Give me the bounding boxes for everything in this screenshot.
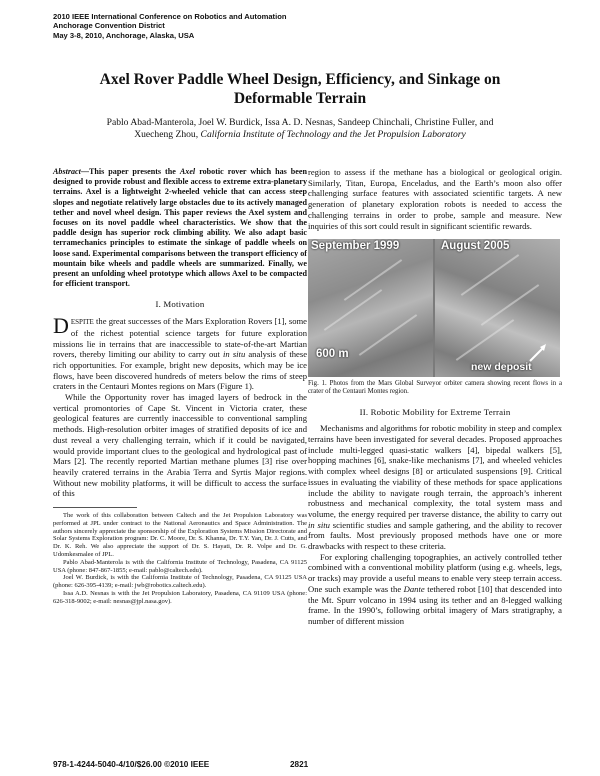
section-heading-motivation: I. Motivation bbox=[155, 299, 205, 310]
abstract bbox=[53, 167, 307, 289]
smallcaps-word: ESPITE bbox=[70, 318, 94, 327]
footnote-divider bbox=[53, 507, 137, 508]
author-line-2 bbox=[40, 129, 560, 141]
dante-italic: Dante bbox=[403, 583, 425, 594]
abstract-text: robotic rover which has been designed to provide robust and flexible access to extreme extra-planetary terrains. Axel is a lightweight 2-wheeled vehicle that can access steep slopes and negotiate relatively large obstacles due to its actively managed tether and novel wheel design. This paper reviews the Axel system and focuses on its novel paddle wheel characteristics. We show that the paddle design has superior rock climbing ability. We also adapt basic terramechanics principles to estimate the sinkage of paddle wheels on loose sand. Experimental comparisons between the transport efficiency of mountain bike wheels and paddle wheels are summarized. Finally, we present an unfolding wheel prototype which allows Axel to be compacted for efficient transport. bbox=[53, 167, 307, 289]
footnote-author-3: Issa A.D. Nesnas is with the Jet Propulsion Laboratory, Pasadena, CA 91109 USA (phone: 626-318-9002; e-mail: nesnas@jpl.nasa.gov). bbox=[53, 590, 307, 605]
mobility-paragraph-2 bbox=[308, 552, 562, 627]
right-column bbox=[308, 167, 562, 627]
title-line-1: Axel Rover Paddle Wheel Design, Efficiency, and Sinkage on bbox=[99, 71, 501, 88]
author-names: Pablo Abad-Manterola, Joel W. Burdick, Issa A. D. Nesnas, Sandeep Chinchali, Christine Fuller, and bbox=[106, 117, 494, 128]
mobility-text-b: scientific studies and sample gathering, and the ability to recover from faults. Most previously proposed methods have one or more drawbacks with respect to these criteria. bbox=[308, 519, 563, 552]
scale-label: 600 m bbox=[316, 348, 349, 361]
title-line-2: Deformable Terrain bbox=[233, 90, 367, 107]
motivation-text-b: analysis of these rich opportunities. For example, bright new deposits, which may be ice flows, have been discovered hundreds of meters below the rims of steep craters in the Centauri Montes regions on Mars (Figure 1). bbox=[53, 349, 308, 392]
left-column bbox=[53, 167, 307, 606]
new-deposit-label: new deposit bbox=[471, 361, 532, 374]
tether-text-a: For exploring challenging topographies, an actively controlled tether combined with a conventional mobility platform (using e.g. wheels, legs, or tracks) may provide a useful means to enable very steep terrain access. One such example was the bbox=[308, 551, 562, 594]
mobility-text-a: Mechanisms and algorithms for robotic mobility in steep and complex terrains have been investigated for several decades. Proposed approaches include multi-legged quasi-static walkers [4], bipedal walkers [5], hopping machines [6], snake-like mechanisms [7], and wheeled vehicles with complex wheel designs [8] or articulated suspensions [9]. Critical issues in evaluating the viability of these methods for space applications include the ability to navigate rough terrain, the approach’s inherent robustness and mechanical complexity, the total system mass and volume, the energy required per traverse distance, the ability to carry out bbox=[308, 423, 562, 519]
motivation-paragraph-2: While the Opportunity rover has imaged layers of bedrock in the vertical promontories of Cape St. Vincent in Victoria crater, these geological features are currently inaccessible to conventional sampling methods. High-resolution orbiter images of stratified deposits of ice and dust reveal a very challenging terrain, which if it could be navigated, would provide important clues to the geological and hydrological past of Mars [2]. The recently reported Martian methane plumes [3] rise over heavily cratered terrains in the Arabia Terra and Syrtis Major regions. Without new mobility platforms, it will be difficult to access the surface of this bbox=[53, 392, 307, 499]
motivation-text-a: the great successes of the Mars Exploration Rovers [1], some of the richest potential science targets for future exploration missions lie in terrains that are inaccessible to state-of-the-art Martian rovers, thereby limiting our ability to carry out bbox=[53, 316, 307, 360]
intro-continuation: region to assess if the methane has a biological or geological origin. Similarly, Titan, Europa, Enceladus, and the Earth’s moon also offer challenging surface features with associated scientific targets. A new generation of planetary exploration robots is needed to access the challenging terrains in order to probe, sample and measure. New inquiries of this sort could result in significant scientific rewards. bbox=[308, 167, 562, 231]
abstract-label: Abstract bbox=[53, 167, 81, 176]
section-heading-robotic-mobility: II. Robotic Mobility for Extreme Terrain bbox=[359, 406, 511, 417]
mobility-italic: in situ bbox=[308, 519, 330, 530]
conference-header bbox=[53, 12, 286, 40]
tether-text-b: tethered robot [10] that descended into the Mt. Spurr volcano in 1994 using its tether and an 8-legged walking frame. In the 1990’s, following orbital imagery of Mars stratigraphy, a number of different mission bbox=[308, 583, 562, 626]
author-affiliation: California Institute of Technology and the Jet Propulsion Laboratory bbox=[200, 129, 466, 140]
author-last: Xuecheng Zhou, bbox=[134, 129, 199, 140]
figure-label-august-2005: August 2005 bbox=[441, 240, 510, 253]
author-block bbox=[40, 117, 560, 141]
figure-caption: Fig. 1. Photos from the Mars Global Surveyor orbiter camera showing recent flows in a crater of the Centauri Montes region. bbox=[308, 380, 562, 396]
conference-venue: Anchorage Convention District bbox=[53, 21, 165, 31]
abstract-axel: Axel bbox=[179, 167, 196, 176]
figure-mars-crater bbox=[308, 239, 560, 377]
figure-label-september-1999: September 1999 bbox=[311, 240, 400, 253]
footnote-author-1: Pablo Abad-Manterola is with the California Institute of Technology, Pasadena, CA 91125 USA (phone: 847-867-1855; e-mail: pablo@caltech.edu). bbox=[53, 558, 307, 574]
mobility-paragraph-1 bbox=[308, 423, 562, 551]
motivation-paragraph-1 bbox=[53, 313, 308, 392]
conference-dates: May 3-8, 2010, Anchorage, Alaska, USA bbox=[53, 30, 195, 40]
conference-name: 2010 IEEE International Conference on Robotics and Automation bbox=[53, 12, 287, 21]
isbn-footer: 978-1-4244-5040-4/10/$26.00 ©2010 IEEE bbox=[53, 760, 210, 769]
abstract-text-pre: —This paper presents the bbox=[80, 167, 180, 176]
motivation-italic: in situ bbox=[223, 349, 246, 360]
footnote-author-2: Joel W. Burdick, is with the California Institute of Technology, Pasadena, CA 91125 USA (phone: 626-395-4139; e-mail: jwb@robotics.caltech.edu). bbox=[53, 574, 307, 590]
page-number: 2821 bbox=[290, 760, 309, 769]
drop-cap: D bbox=[53, 313, 69, 339]
footnote-acknowledgement: The work of this collaboration between Caltech and the Jet Propulsion Laboratory was performed at JPL under contract to the National Aeronautics and Space Administration. The authors sincerely appreciate the sponsorship of the Exploration Systems Mission Directorate and Solar Systems Exploration program: Dr. C. Moore, Dr. S. Khanna, Dr. T.Y. Yan, Dr. J. Cutts, and Dr. K. Reh. We also appreciate the support of Dr. S. Hayati, Dr. R. Volpe and Dr. G. Udomkesmalee of JPL. bbox=[53, 512, 307, 559]
paper-title bbox=[40, 70, 560, 108]
arrow-icon bbox=[308, 239, 560, 377]
